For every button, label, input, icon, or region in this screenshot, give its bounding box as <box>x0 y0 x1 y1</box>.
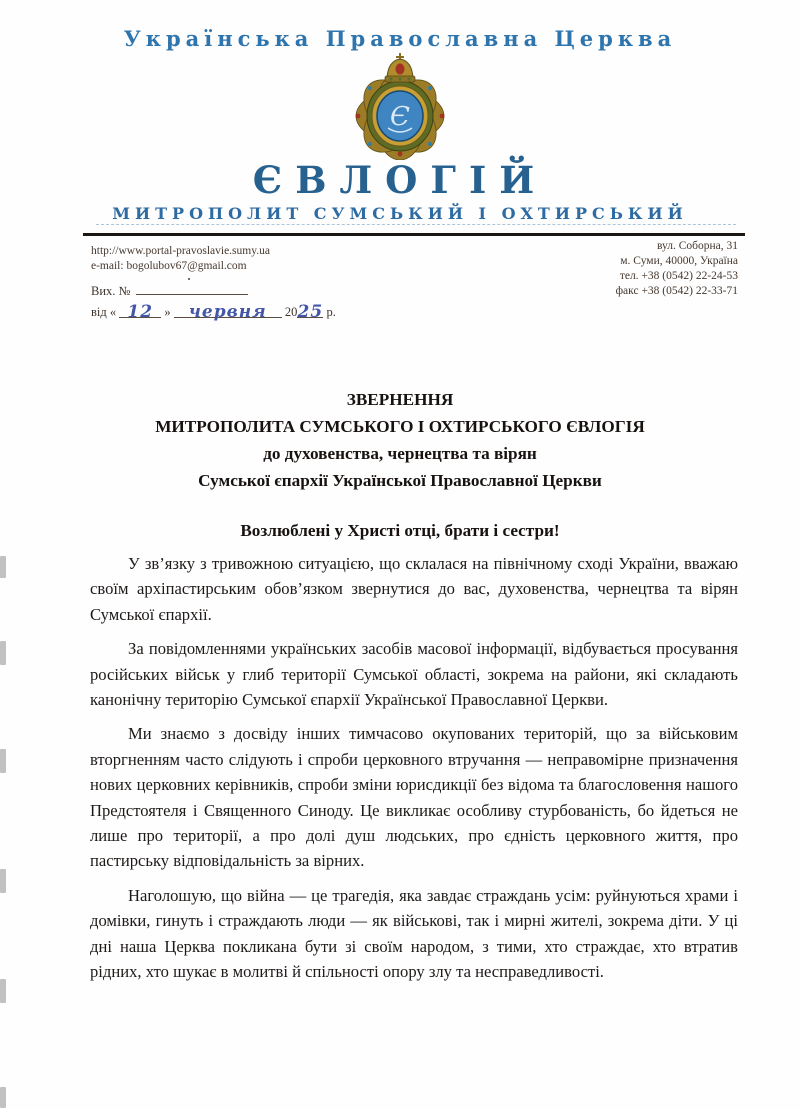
scan-artifact <box>0 869 6 893</box>
outgoing-number-line <box>91 282 248 299</box>
document-title-block <box>76 386 724 494</box>
paragraph-4: Наголошую, що війна — це трагедія, яка завдає страждань усім: руйнуються храми і домівки, гинуть і страждають люди — як військові, так і мирні жителі, зокрема діти. У ці дні наша Церква покликана бути зі своїм народом, з тими, хто страждає, хто втратив рідних, хто шукає в молитві й спільності опору злу та несправедливості. <box>90 885 738 982</box>
phone-number: тел. +38 (0542) 22-24-53 <box>619 270 738 282</box>
title-line-2: МИТРОПОЛИТА СУМСЬКОГО І ОХТИРСЬКОГО ЄВЛОГІЯ <box>155 417 645 436</box>
date-from-label: від « <box>91 305 117 319</box>
handwritten-year: 25 <box>297 302 324 322</box>
monogram-glyph: Є <box>390 102 410 132</box>
scan-artifact <box>0 979 6 1003</box>
date-month-field <box>174 301 282 322</box>
handwritten-day: 12 <box>127 302 154 322</box>
fax-number: факс +38 (0542) 22-33-71 <box>615 285 738 297</box>
contact-web-block <box>91 244 270 274</box>
church-name-heading: Українська Православна Церква <box>123 26 677 51</box>
address-city: м. Суми, 40000, Україна <box>620 255 738 267</box>
outgoing-number-label: Вих. № <box>91 284 131 298</box>
date-line <box>91 301 336 320</box>
letterhead-divider-rule <box>83 233 745 236</box>
outgoing-number-blank <box>136 282 248 295</box>
date-year-field <box>297 301 324 322</box>
metropolitan-name-heading: ЄВЛОГІЙ <box>252 158 548 202</box>
letter-body <box>90 551 738 994</box>
scan-artifact <box>0 641 6 665</box>
email-address: e-mail: bogolubov67@gmail.com <box>91 260 247 272</box>
date-close-quote: » <box>164 305 171 319</box>
handwritten-month: червня <box>188 302 267 322</box>
paragraph-3: Ми знаємо з досвіду інших тимчасово окупованих територій, що за військовим вторгненням часто слідують і спроби церковного втручання — неправомірне призначення нових церковних керівників, спроби зміни юрисдикції без відома та благословення нашого Предстоятеля і Священного Синоду. Це викликає особливу стурбованість, бо йдеться не лише про території, а про долі душ людських, про єдність церковного життя, про пастирську відповідальність за вірних. <box>90 724 738 871</box>
church-crest-icon <box>344 52 456 160</box>
salutation-line: Возлюблені у Христі отці, брати і сестри! <box>240 521 560 540</box>
address-street: вул. Соборна, 31 <box>656 240 738 252</box>
faint-dashed-line <box>96 224 736 225</box>
date-day-field <box>119 301 161 322</box>
scan-artifact <box>0 556 6 578</box>
date-century: 20 <box>284 305 298 319</box>
title-line-4: Сумської єпархії Української Православної Церкви <box>198 471 602 490</box>
title-line-3: до духовенства, чернецтва та вірян <box>263 444 537 463</box>
contact-address-block <box>616 239 738 299</box>
paragraph-2: За повідомленнями українських засобів масової інформації, відбувається просування російських військ у глиб території Сумської області, зокрема на райони, які складають канонічну територію Сумської єпархії Української Православної Церкви. <box>90 639 738 710</box>
date-year-suffix: р. <box>326 305 336 319</box>
title-line-1: ЗВЕРНЕННЯ <box>346 390 454 409</box>
paragraph-1: У зв’язку з тривожною ситуацією, що склалася на північному сході України, вважаю своїм архіпастирським обов’язком звернутися до вас, духовенства, чернецтва та вірян Сумської єпархії. <box>90 554 738 624</box>
metropolitan-title-heading: МИТРОПОЛИТ СУМСЬКИЙ І ОХТИРСЬКИЙ <box>112 204 688 223</box>
website-url: http://www.portal-pravoslavie.sumy.ua <box>91 245 270 257</box>
scan-artifact <box>0 1087 6 1108</box>
scan-artifact <box>0 749 6 773</box>
